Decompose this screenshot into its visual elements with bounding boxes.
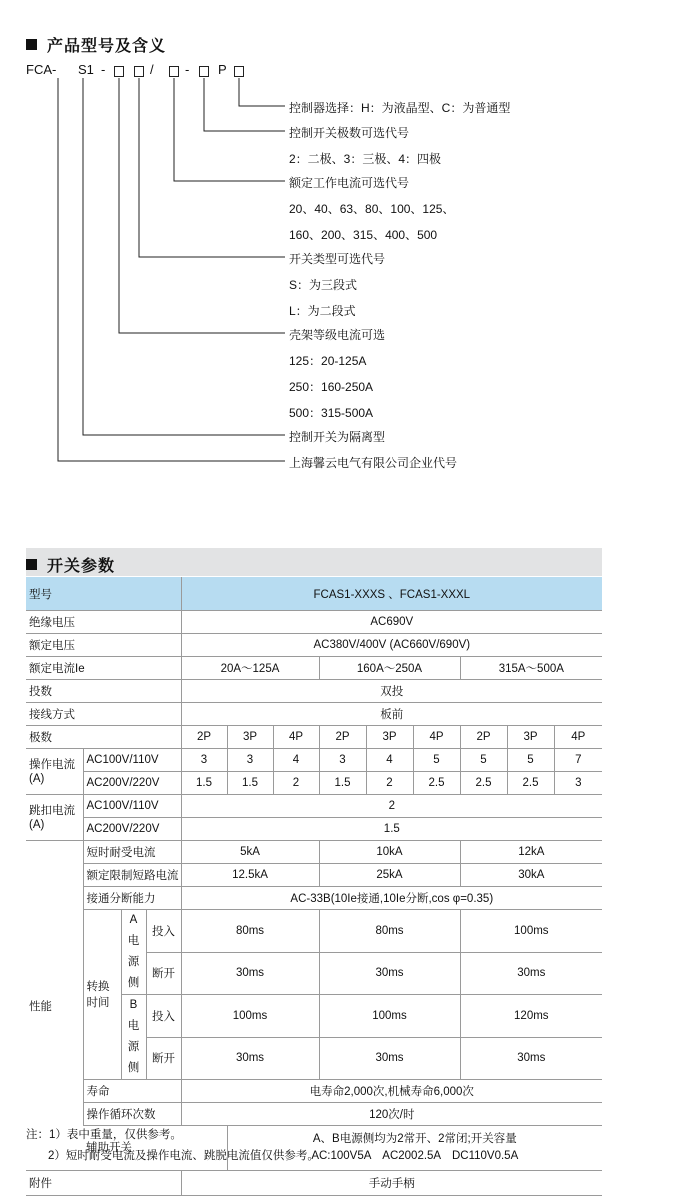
option-type-s: S：为三段式 [289,278,358,292]
value-time: 30ms [181,952,319,995]
label-insulation: 绝缘电压 [26,611,181,634]
cell-pole: 4P [554,726,602,749]
row-model [26,577,602,611]
option-type-title: 开关类型可选代号 [289,252,386,266]
sub-op-200v: AC200V/220V [83,772,181,795]
sub-making: 接通分断能力 [83,887,181,910]
cell-pole: 3P [227,726,273,749]
value-trip-200v: 1.5 [181,818,602,841]
value-time: 100ms [319,995,460,1038]
sub-short-time: 短时耐受电流 [83,841,181,864]
value-time: 100ms [181,995,319,1038]
cell-pole: 3P [366,726,413,749]
value-trip-100v: 2 [181,795,602,818]
value-short-time-1: 5kA [181,841,319,864]
row-trip-2 [26,818,602,841]
code-p: P [218,62,227,77]
label-trip-current: 跳扣电流 (A) [26,795,83,841]
code-dash2: - [185,62,190,77]
label-action: 断开 [146,952,181,995]
notes [26,1125,319,1167]
value-short-circuit-2: 25kA [319,864,460,887]
value-rated-current-2: 160A～250A [319,657,460,680]
cell-op: 4 [366,749,413,772]
cell-op: 3 [554,772,602,795]
row-throw [26,680,602,703]
sub-trip-100v: AC100V/110V [83,795,181,818]
row-wiring [26,703,602,726]
row-op-current-1 [26,749,602,772]
code-prefix: FCA- [26,62,57,77]
option-current-values-1: 20、40、63、80、100、125、 [289,202,455,216]
sub-cycles: 操作循环次数 [83,1103,181,1126]
sub-trip-200v: AC200V/220V [83,818,181,841]
cell-op: 2.5 [460,772,507,795]
option-current-title: 额定工作电流可选代号 [289,176,410,190]
option-frame-250: 250：160-250A [289,380,374,394]
cell-op: 2.5 [507,772,554,795]
label-b-source: B电源侧 [121,995,146,1080]
cell-op: 2 [273,772,319,795]
value-time: 80ms [181,910,319,953]
option-frame-title: 壳架等级电流可选 [289,328,386,342]
option-frame-125: 125：20-125A [289,354,367,368]
option-isolation: 控制开关为隔离型 [289,430,386,444]
cell-op: 3 [181,749,227,772]
value-making: AC-33B(10Ie接通,10Ie分断,cos φ=0.35) [181,887,602,910]
label-poles: 极数 [26,726,181,749]
cell-op: 5 [413,749,460,772]
cell-op: 7 [554,749,602,772]
spec-table [26,577,602,1196]
value-time: 30ms [319,1037,460,1080]
label-rated-voltage: 额定电压 [26,634,181,657]
cell-pole: 2P [319,726,366,749]
section-title-params: 开关参数 [26,553,115,576]
aux-line-1: A、B电源侧均为2常开、2常闭;开关容量 [312,1133,517,1145]
aux-line-2: AC:100V5A AC2002.5A DC110V0.5A [311,1150,519,1162]
value-rated-voltage: AC380V/400V (AC660V/690V) [181,634,602,657]
note-2: 2）短时耐受电流及操作电流、跳脱电流值仅供参考。 [48,1150,319,1162]
label-wiring: 接线方式 [26,703,181,726]
option-poles-title: 控制开关极数可选代号 [289,126,410,140]
option-frame-500: 500：315-500A [289,406,374,420]
row-switch-a-in [26,910,602,953]
value-attachment: 手动手柄 [181,1171,602,1196]
code-slash: / [150,62,154,77]
label-action: 投入 [146,910,181,953]
value-time: 30ms [319,952,460,995]
row-op-current-2 [26,772,602,795]
code-dash: - [101,62,106,77]
value-insulation: AC690V [181,611,602,634]
cell-pole: 4P [413,726,460,749]
code-series: S1 [78,62,94,77]
value-time: 30ms [181,1037,319,1080]
row-cycles [26,1103,602,1126]
value-time: 80ms [319,910,460,953]
row-short-time [26,841,602,864]
label-a-source: A电源侧 [121,910,146,995]
value-throw: 双投 [181,680,602,703]
label-auxiliary: 辅助开关 [83,1126,227,1171]
label-model: 型号 [26,577,181,611]
value-wiring: 板前 [181,703,602,726]
value-rated-current-3: 315A～500A [460,657,602,680]
label-throw: 投数 [26,680,181,703]
cell-op: 1.5 [319,772,366,795]
value-cycles: 120次/时 [181,1103,602,1126]
sub-op-100v: AC100V/110V [83,749,181,772]
label-performance: 性能 [26,841,83,1171]
label-action: 投入 [146,995,181,1038]
value-time: 30ms [460,1037,602,1080]
value-model: FCAS1-XXXS 、FCAS1-XXXL [181,577,602,611]
cell-pole: 3P [507,726,554,749]
cell-op: 2.5 [413,772,460,795]
row-insulation [26,611,602,634]
row-trip-1 [26,795,602,818]
value-short-circuit-3: 30kA [460,864,602,887]
cell-op: 5 [507,749,554,772]
cell-op: 5 [460,749,507,772]
cell-pole: 4P [273,726,319,749]
section-title-model: 产品型号及含义 [26,33,166,56]
cell-op: 1.5 [181,772,227,795]
row-rated-current [26,657,602,680]
row-attachment [26,1171,602,1196]
value-short-circuit-1: 12.5kA [181,864,319,887]
sub-short-circuit: 额定限制短路电流 [83,864,181,887]
cell-op: 3 [227,749,273,772]
option-company: 上海馨云电气有限公司企业代号 [289,456,458,470]
row-making [26,887,602,910]
cell-pole: 2P [460,726,507,749]
note-1: 注：1）表中重量，仅供参考。 [26,1129,182,1141]
cell-op: 4 [273,749,319,772]
value-life: 电寿命2,000次,机械寿命6,000次 [181,1080,602,1103]
label-rated-current: 额定电流Ie [26,657,181,680]
row-rated-voltage [26,634,602,657]
option-current-values-2: 160、200、315、400、500 [289,228,438,242]
row-life [26,1080,602,1103]
label-switch-time: 转换时间 [83,910,121,1080]
label-op-current: 操作电流 (A) [26,749,83,795]
label-attachment: 附件 [26,1171,181,1196]
row-poles [26,726,602,749]
row-short-circuit [26,864,602,887]
cell-op: 1.5 [227,772,273,795]
option-poles-values: 2：二极、3：三极、4：四极 [289,152,442,166]
value-time: 30ms [460,952,602,995]
value-time: 100ms [460,910,602,953]
sub-life: 寿命 [83,1080,181,1103]
value-short-time-3: 12kA [460,841,602,864]
value-rated-current-1: 20A～125A [181,657,319,680]
value-time: 120ms [460,995,602,1038]
value-short-time-2: 10kA [319,841,460,864]
option-type-l: L：为二段式 [289,304,356,318]
cell-op: 3 [319,749,366,772]
option-controller: 控制器选择：H：为液晶型、C：为普通型 [289,101,511,115]
label-action: 断开 [146,1037,181,1080]
cell-pole: 2P [181,726,227,749]
cell-op: 2 [366,772,413,795]
